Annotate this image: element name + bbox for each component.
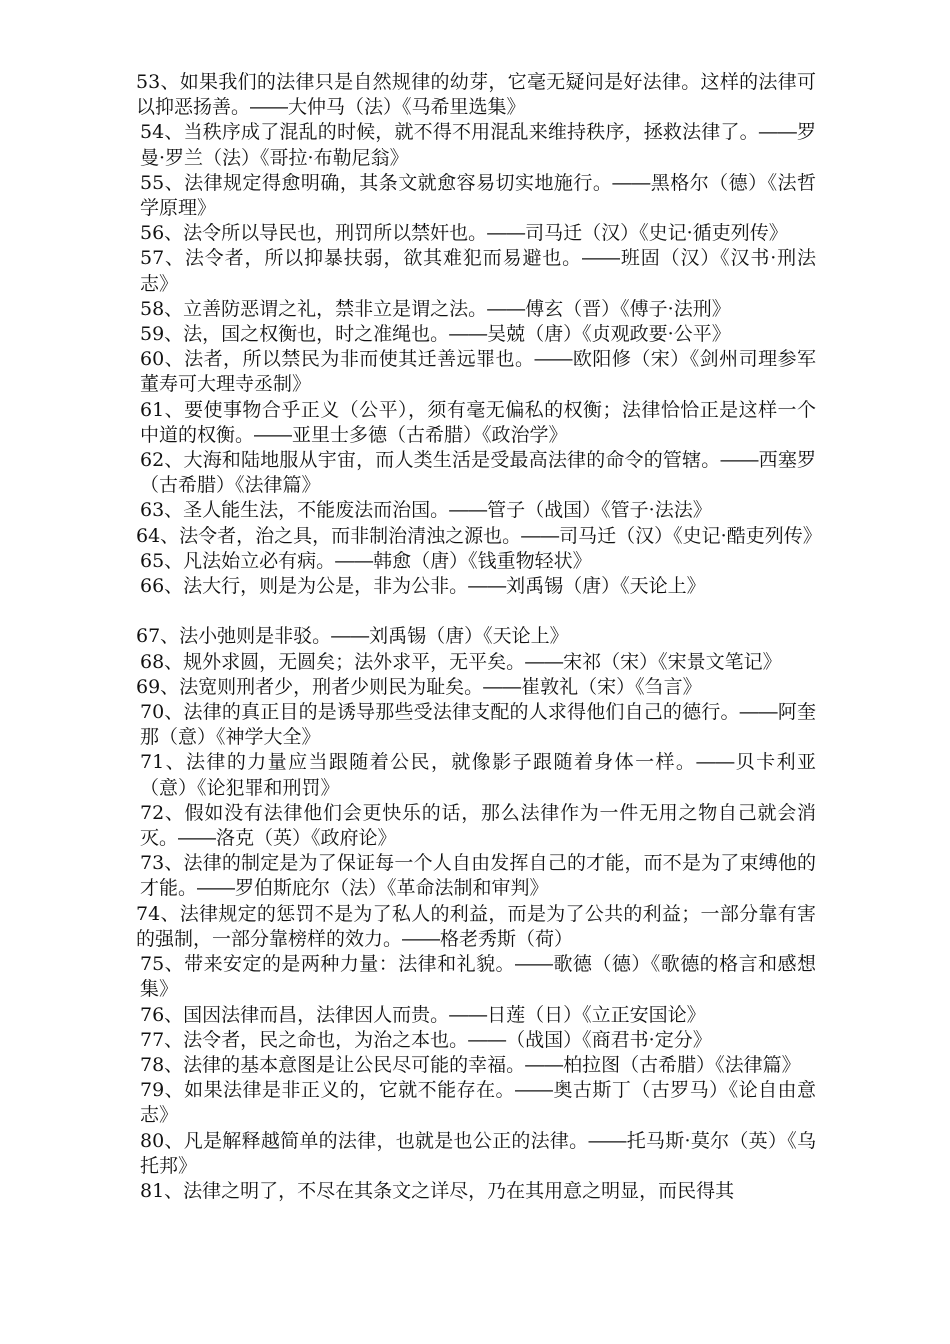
quote-77: 77、法令者，民之命也，为治之本也。――（战国）《商君书·定分》 (140, 1028, 712, 1051)
quote-81: 81、法律之明了，不尽在其条文之详尽，乃在其用意之明显，而民得其 (140, 1179, 735, 1202)
quote-59: 59、法，国之权衡也，时之准绳也。――吴兢（唐）《贞观政要·公平》 (140, 323, 731, 346)
quote-78: 78、法律的基本意图是让公民尽可能的幸福。――柏拉图（古希腊）《法律篇》 (140, 1053, 801, 1076)
quote-71: 71、法律的力量应当跟随着公民，就像影子跟随着身体一样。――贝卡利亚（意）《论犯罪和刑罚》 (140, 751, 816, 799)
blank-line (136, 599, 816, 624)
quote-60: 60、法者，所以禁民为非而使其迁善远罪也。――欧阳修（宋）《剑州司理参军董寿可大理寺丞制》 (140, 348, 816, 396)
quote-61: 61、要使事物合乎正义（公平），须有毫无偏私的权衡；法律恰恰正是这样一个中道的权衡。――亚里士多德（古希腊）《政治学》 (140, 398, 816, 446)
quote-80: 80、凡是解释越简单的法律，也就是也公正的法律。――托马斯·莫尔（英）《乌托邦》 (140, 1129, 816, 1177)
quote-68: 68、规外求圆，无圆矣；法外求平，无平矣。――宋祁（宋）《宋景文笔记》 (140, 650, 782, 673)
quote-66: 66、法大行，则是为公是，非为公非。――刘禹锡（唐）《天论上》 (140, 575, 706, 598)
quote-75: 75、带来安定的是两种力量：法律和礼貌。――歌德（德）《歌德的格言和感想集》 (140, 953, 816, 1001)
quote-55: 55、法律规定得愈明确，其条文就愈容易切实地施行。――黑格尔（德）《法哲学原理》 (140, 171, 816, 220)
quote-54: 54、当秩序成了混乱的时候，就不得不用混乱来维持秩序，拯救法律了。――罗曼·罗兰（法）《哥拉·布勒尼翁》 (140, 121, 816, 169)
quote-76: 76、国因法律而昌，法律因人而贵。――日莲（日）《立正安国论》 (140, 1003, 706, 1026)
quote-67: 67、法小弛则是非驳。――刘禹锡（唐）《天论上》 (136, 625, 569, 648)
quote-58: 58、立善防恶谓之礼，禁非立是谓之法。――傅玄（晋）《傅子·法刑》 (140, 297, 731, 320)
quote-74: 74、法律规定的惩罚不是为了私人的利益，而是为了公共的利益；一部分靠有害的强制，一部分靠榜样的效力。――格老秀斯（荷） (136, 902, 816, 950)
quote-79: 79、如果法律是非正义的，它就不能存在。――奥古斯丁（古罗马）《论自由意志》 (140, 1079, 816, 1127)
quote-56: 56、法令所以导民也，刑罚所以禁奸也。――司马迁（汉）《史记·循吏列传》 (140, 222, 788, 245)
quote-62: 62、大海和陆地服从宇宙，而人类生活是受最高法律的命令的管辖。――西塞罗（古希腊）《法律篇》 (140, 449, 816, 497)
quote-64: 64、法令者，治之具，而非制治清浊之源也。――司马迁（汉）《史记·酷吏列传》 (136, 524, 822, 547)
quote-65: 65、凡法始立必有病。――韩愈（唐）《钱重物轻状》 (140, 549, 592, 572)
quote-57: 57、法令者，所以抑暴扶弱，欲其难犯而易避也。――班固（汉）《汉书·刑法志》 (140, 247, 816, 295)
quote-69: 69、法宽则刑者少，刑者少则民为耻矣。――崔敦礼（宋）《刍言》 (136, 675, 702, 698)
quote-63: 63、圣人能生法，不能废法而治国。――管子（战国）《管子·法法》 (140, 499, 712, 522)
quote-53: 53、如果我们的法律只是自然规律的幼芽，它毫无疑问是好法律。这样的法律可以抑恶扬善。――大仲马（法）《马希里选集》 (136, 71, 816, 119)
quote-72: 72、假如没有法律他们会更快乐的话，那么法律作为一件无用之物自己就会消灭。――洛克（英）《政府论》 (140, 801, 816, 850)
quote-70: 70、法律的真正目的是诱导那些受法律支配的人求得他们自己的德行。――阿奎那（意）《神学大全》 (140, 701, 816, 749)
quote-73: 73、法律的制定是为了保证每一个人自由发挥自己的才能，而不是为了束缚他的才能。――罗伯斯庇尔（法）《革命法制和审判》 (140, 852, 816, 900)
document-page (136, 70, 822, 1204)
